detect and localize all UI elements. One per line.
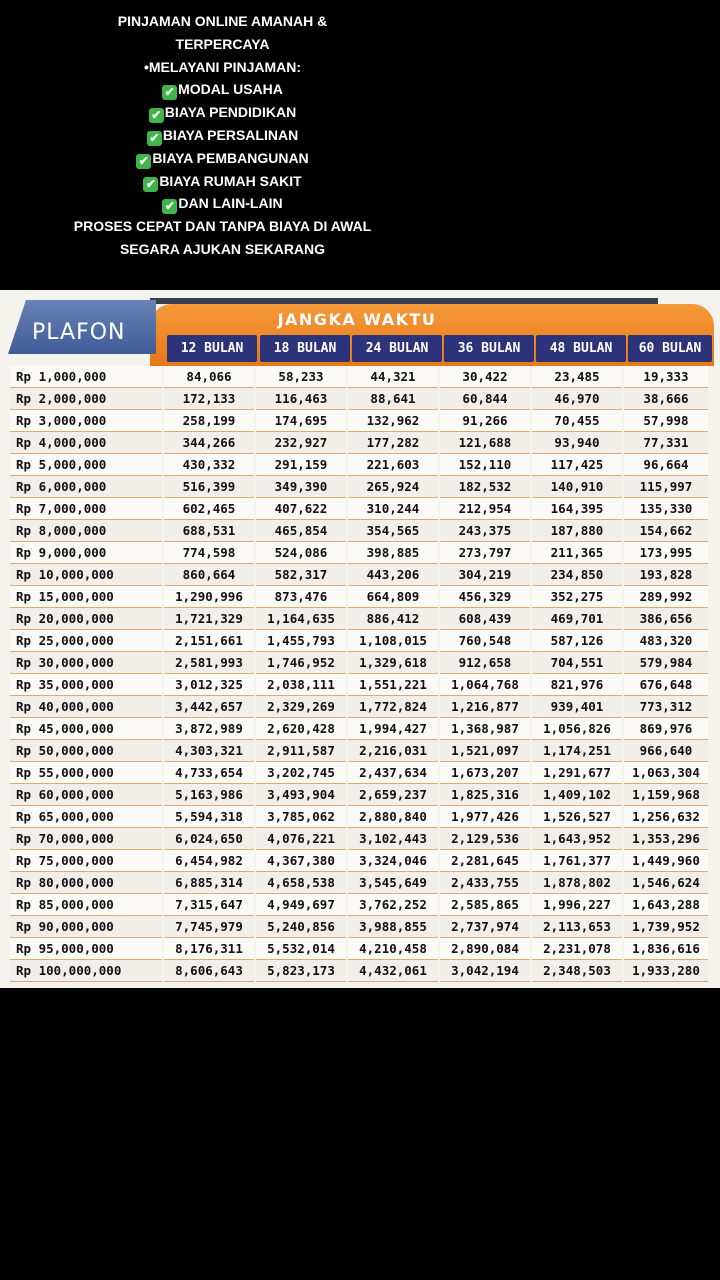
installment-cell: 344,266 bbox=[164, 432, 254, 454]
checkmark-icon: ✔ bbox=[147, 131, 162, 146]
loan-amount-cell: Rp 100,000,000 bbox=[10, 960, 162, 982]
table-row bbox=[10, 718, 708, 740]
term-header: 24 BULAN bbox=[352, 335, 442, 362]
installment-cell: 886,412 bbox=[348, 608, 438, 630]
installment-cell: 352,275 bbox=[532, 586, 622, 608]
installment-cell: 4,076,221 bbox=[256, 828, 346, 850]
installment-cell: 2,113,653 bbox=[532, 916, 622, 938]
installment-cell: 465,854 bbox=[256, 520, 346, 542]
table-row bbox=[10, 850, 708, 872]
installment-cell: 398,885 bbox=[348, 542, 438, 564]
installment-cell: 3,493,904 bbox=[256, 784, 346, 806]
installment-cell: 1,526,527 bbox=[532, 806, 622, 828]
loan-amount-cell: Rp 15,000,000 bbox=[10, 586, 162, 608]
checkmark-icon: ✔ bbox=[149, 108, 164, 123]
installment-cell: 5,163,986 bbox=[164, 784, 254, 806]
installment-cell: 1,449,960 bbox=[624, 850, 708, 872]
installment-cell: 1,977,426 bbox=[440, 806, 530, 828]
installment-cell: 304,219 bbox=[440, 564, 530, 586]
table-row bbox=[10, 432, 708, 454]
installment-cell: 608,439 bbox=[440, 608, 530, 630]
installment-cell: 1,994,427 bbox=[348, 718, 438, 740]
installment-cell: 602,465 bbox=[164, 498, 254, 520]
installment-cell: 2,281,645 bbox=[440, 850, 530, 872]
table-row bbox=[10, 740, 708, 762]
installment-cell: 6,024,650 bbox=[164, 828, 254, 850]
installment-cell: 174,695 bbox=[256, 410, 346, 432]
installment-cell: 58,233 bbox=[256, 366, 346, 388]
installment-cell: 3,762,252 bbox=[348, 894, 438, 916]
installment-cell: 140,910 bbox=[532, 476, 622, 498]
loan-amount-cell: Rp 1,000,000 bbox=[10, 366, 162, 388]
installment-cell: 1,256,632 bbox=[624, 806, 708, 828]
installment-cell: 258,199 bbox=[164, 410, 254, 432]
installment-cell: 1,174,251 bbox=[532, 740, 622, 762]
installment-cell: 1,164,635 bbox=[256, 608, 346, 630]
installment-cell: 173,995 bbox=[624, 542, 708, 564]
installment-cell: 115,997 bbox=[624, 476, 708, 498]
installment-cell: 1,836,616 bbox=[624, 938, 708, 960]
installment-cell: 121,688 bbox=[440, 432, 530, 454]
installment-cell: 1,825,316 bbox=[440, 784, 530, 806]
table-row bbox=[10, 498, 708, 520]
installment-cell: 2,581,993 bbox=[164, 652, 254, 674]
installment-cell: 774,598 bbox=[164, 542, 254, 564]
installment-cell: 1,878,802 bbox=[532, 872, 622, 894]
installment-cell: 211,365 bbox=[532, 542, 622, 564]
installment-cell: 430,332 bbox=[164, 454, 254, 476]
installment-cell: 3,012,325 bbox=[164, 674, 254, 696]
installment-cell: 407,622 bbox=[256, 498, 346, 520]
table-row bbox=[10, 410, 708, 432]
service-label: DAN LAIN-LAIN bbox=[178, 195, 283, 212]
installment-cell: 44,321 bbox=[348, 366, 438, 388]
installment-cell: 77,331 bbox=[624, 432, 708, 454]
installment-cell: 154,662 bbox=[624, 520, 708, 542]
installment-cell: 19,333 bbox=[624, 366, 708, 388]
loan-amount-cell: Rp 75,000,000 bbox=[10, 850, 162, 872]
installment-cell: 676,648 bbox=[624, 674, 708, 696]
service-item bbox=[0, 101, 445, 124]
table-row bbox=[10, 652, 708, 674]
term-header: 12 BULAN bbox=[167, 335, 257, 362]
installment-cell: 30,422 bbox=[440, 366, 530, 388]
table-row bbox=[10, 960, 708, 982]
service-label: BIAYA PERSALINAN bbox=[162, 126, 299, 143]
caption-title-line-2: TERPERCAYA bbox=[175, 35, 270, 52]
installment-cell: 212,954 bbox=[440, 498, 530, 520]
installment-cell: 3,872,989 bbox=[164, 718, 254, 740]
installment-cell: 1,409,102 bbox=[532, 784, 622, 806]
installment-cell: 664,809 bbox=[348, 586, 438, 608]
installment-cell: 516,399 bbox=[164, 476, 254, 498]
installment-cell: 966,640 bbox=[624, 740, 708, 762]
term-group-header: JANGKA WAKTU bbox=[277, 310, 437, 329]
loan-amount-cell: Rp 8,000,000 bbox=[10, 520, 162, 542]
installment-cell: 1,933,280 bbox=[624, 960, 708, 982]
installment-cell: 273,797 bbox=[440, 542, 530, 564]
service-item bbox=[0, 170, 445, 193]
installment-cell: 1,746,952 bbox=[256, 652, 346, 674]
installment-cell: 57,998 bbox=[624, 410, 708, 432]
installment-cell: 221,603 bbox=[348, 454, 438, 476]
loan-amount-cell: Rp 70,000,000 bbox=[10, 828, 162, 850]
installment-cell: 5,240,856 bbox=[256, 916, 346, 938]
table-row bbox=[10, 366, 708, 388]
service-item bbox=[0, 124, 445, 147]
installment-cell: 116,463 bbox=[256, 388, 346, 410]
loan-amount-cell: Rp 5,000,000 bbox=[10, 454, 162, 476]
table-row bbox=[10, 542, 708, 564]
installment-cell: 232,927 bbox=[256, 432, 346, 454]
installment-cell: 2,620,428 bbox=[256, 718, 346, 740]
loan-amount-cell: Rp 6,000,000 bbox=[10, 476, 162, 498]
table-row bbox=[10, 938, 708, 960]
installment-cell: 164,395 bbox=[532, 498, 622, 520]
table-row bbox=[10, 674, 708, 696]
installment-cell: 1,761,377 bbox=[532, 850, 622, 872]
installment-cell: 4,949,697 bbox=[256, 894, 346, 916]
installment-cell: 8,606,643 bbox=[164, 960, 254, 982]
term-header: 60 BULAN bbox=[628, 335, 712, 362]
service-label: BIAYA PENDIDIKAN bbox=[164, 104, 297, 121]
installment-cell: 704,551 bbox=[532, 652, 622, 674]
loan-amount-cell: Rp 90,000,000 bbox=[10, 916, 162, 938]
loan-amount-cell: Rp 85,000,000 bbox=[10, 894, 162, 916]
installment-cell: 1,643,952 bbox=[532, 828, 622, 850]
table-row bbox=[10, 828, 708, 850]
installment-cell: 1,108,015 bbox=[348, 630, 438, 652]
table-row bbox=[10, 806, 708, 828]
loan-amount-cell: Rp 10,000,000 bbox=[10, 564, 162, 586]
table-row bbox=[10, 894, 708, 916]
caption-footer-line-1: PROSES CEPAT DAN TANPA BIAYA DI AWAL bbox=[73, 218, 372, 235]
term-header: 18 BULAN bbox=[260, 335, 350, 362]
table-row bbox=[10, 872, 708, 894]
installment-cell: 7,745,979 bbox=[164, 916, 254, 938]
installment-cell: 3,202,745 bbox=[256, 762, 346, 784]
checkmark-icon: ✔ bbox=[162, 85, 177, 100]
installment-cell: 443,206 bbox=[348, 564, 438, 586]
installment-cell: 869,976 bbox=[624, 718, 708, 740]
installment-cell: 3,324,046 bbox=[348, 850, 438, 872]
table-row bbox=[10, 520, 708, 542]
installment-cell: 469,701 bbox=[532, 608, 622, 630]
service-label: BIAYA RUMAH SAKIT bbox=[159, 172, 302, 189]
checkmark-icon: ✔ bbox=[143, 177, 158, 192]
installment-cell: 1,159,968 bbox=[624, 784, 708, 806]
installment-cell: 310,244 bbox=[348, 498, 438, 520]
installment-cell: 483,320 bbox=[624, 630, 708, 652]
loan-amount-cell: Rp 20,000,000 bbox=[10, 608, 162, 630]
installment-cell: 291,159 bbox=[256, 454, 346, 476]
installment-table bbox=[8, 366, 710, 982]
service-item bbox=[0, 78, 445, 101]
installment-cell: 912,658 bbox=[440, 652, 530, 674]
table-row bbox=[10, 586, 708, 608]
installment-cell: 193,828 bbox=[624, 564, 708, 586]
installment-cell: 3,042,194 bbox=[440, 960, 530, 982]
installment-cell: 2,151,661 bbox=[164, 630, 254, 652]
loan-amount-cell: Rp 25,000,000 bbox=[10, 630, 162, 652]
installment-cell: 2,585,865 bbox=[440, 894, 530, 916]
installment-cell: 2,329,269 bbox=[256, 696, 346, 718]
installment-cell: 1,056,826 bbox=[532, 718, 622, 740]
installment-cell: 5,823,173 bbox=[256, 960, 346, 982]
installment-cell: 1,721,329 bbox=[164, 608, 254, 630]
installment-cell: 773,312 bbox=[624, 696, 708, 718]
installment-cell: 688,531 bbox=[164, 520, 254, 542]
installment-cell: 1,996,227 bbox=[532, 894, 622, 916]
installment-cell: 3,785,062 bbox=[256, 806, 346, 828]
installment-cell: 23,485 bbox=[532, 366, 622, 388]
installment-cell: 1,673,207 bbox=[440, 762, 530, 784]
installment-cell: 354,565 bbox=[348, 520, 438, 542]
installment-cell: 456,329 bbox=[440, 586, 530, 608]
installment-cell: 1,551,221 bbox=[348, 674, 438, 696]
installment-cell: 2,129,536 bbox=[440, 828, 530, 850]
loan-amount-cell: Rp 65,000,000 bbox=[10, 806, 162, 828]
installment-cell: 152,110 bbox=[440, 454, 530, 476]
installment-cell: 1,329,618 bbox=[348, 652, 438, 674]
installment-cell: 349,390 bbox=[256, 476, 346, 498]
installment-cell: 2,911,587 bbox=[256, 740, 346, 762]
installment-cell: 579,984 bbox=[624, 652, 708, 674]
caption-footer-line-2: SEGARA AJUKAN SEKARANG bbox=[119, 240, 326, 257]
installment-cell: 821,976 bbox=[532, 674, 622, 696]
installment-cell: 6,454,982 bbox=[164, 850, 254, 872]
loan-amount-cell: Rp 7,000,000 bbox=[10, 498, 162, 520]
services-list bbox=[0, 78, 445, 215]
loan-amount-cell: Rp 2,000,000 bbox=[10, 388, 162, 410]
installment-cell: 182,532 bbox=[440, 476, 530, 498]
table-row bbox=[10, 454, 708, 476]
installment-cell: 172,133 bbox=[164, 388, 254, 410]
plafon-header: PLAFON bbox=[32, 320, 126, 345]
installment-cell: 132,962 bbox=[348, 410, 438, 432]
loan-amount-cell: Rp 50,000,000 bbox=[10, 740, 162, 762]
installment-cell: 760,548 bbox=[440, 630, 530, 652]
installment-cell: 587,126 bbox=[532, 630, 622, 652]
installment-cell: 1,291,677 bbox=[532, 762, 622, 784]
installment-cell: 8,176,311 bbox=[164, 938, 254, 960]
table-row bbox=[10, 630, 708, 652]
loan-amount-cell: Rp 40,000,000 bbox=[10, 696, 162, 718]
installment-cell: 5,594,318 bbox=[164, 806, 254, 828]
installment-cell: 84,066 bbox=[164, 366, 254, 388]
installment-cell: 3,988,855 bbox=[348, 916, 438, 938]
installment-cell: 2,437,634 bbox=[348, 762, 438, 784]
installment-cell: 386,656 bbox=[624, 608, 708, 630]
service-item bbox=[0, 192, 445, 215]
installment-cell: 2,348,503 bbox=[532, 960, 622, 982]
installment-cell: 234,850 bbox=[532, 564, 622, 586]
installment-cell: 2,038,111 bbox=[256, 674, 346, 696]
installment-cell: 2,433,755 bbox=[440, 872, 530, 894]
installment-cell: 4,367,380 bbox=[256, 850, 346, 872]
installment-cell: 3,545,649 bbox=[348, 872, 438, 894]
installment-cell: 91,266 bbox=[440, 410, 530, 432]
table-row bbox=[10, 916, 708, 938]
service-item bbox=[0, 147, 445, 170]
installment-cell: 2,737,974 bbox=[440, 916, 530, 938]
service-label: BIAYA PEMBANGUNAN bbox=[152, 149, 309, 166]
installment-cell: 860,664 bbox=[164, 564, 254, 586]
installment-cell: 3,442,657 bbox=[164, 696, 254, 718]
checkmark-icon: ✔ bbox=[136, 154, 151, 169]
loan-amount-cell: Rp 3,000,000 bbox=[10, 410, 162, 432]
loan-amount-cell: Rp 4,000,000 bbox=[10, 432, 162, 454]
installment-cell: 177,282 bbox=[348, 432, 438, 454]
table-row bbox=[10, 696, 708, 718]
loan-amount-cell: Rp 80,000,000 bbox=[10, 872, 162, 894]
checkmark-icon: ✔ bbox=[162, 199, 177, 214]
installment-cell: 4,210,458 bbox=[348, 938, 438, 960]
installment-cell: 289,992 bbox=[624, 586, 708, 608]
installment-cell: 70,455 bbox=[532, 410, 622, 432]
installment-cell: 38,666 bbox=[624, 388, 708, 410]
installment-cell: 93,940 bbox=[532, 432, 622, 454]
installment-cell: 60,844 bbox=[440, 388, 530, 410]
table-row bbox=[10, 476, 708, 498]
table-row bbox=[10, 762, 708, 784]
installment-cell: 2,216,031 bbox=[348, 740, 438, 762]
installment-cell: 582,317 bbox=[256, 564, 346, 586]
installment-cell: 96,664 bbox=[624, 454, 708, 476]
service-label: MODAL USAHA bbox=[178, 81, 283, 98]
loan-amount-cell: Rp 30,000,000 bbox=[10, 652, 162, 674]
table-row bbox=[10, 388, 708, 410]
installment-cell: 135,330 bbox=[624, 498, 708, 520]
services-heading: •MELAYANI PINJAMAN: bbox=[143, 58, 302, 75]
installment-cell: 46,970 bbox=[532, 388, 622, 410]
installment-cell: 187,880 bbox=[532, 520, 622, 542]
installment-cell: 7,315,647 bbox=[164, 894, 254, 916]
term-header: 36 BULAN bbox=[444, 335, 534, 362]
installment-cell: 117,425 bbox=[532, 454, 622, 476]
installment-cell: 4,733,654 bbox=[164, 762, 254, 784]
loan-amount-cell: Rp 60,000,000 bbox=[10, 784, 162, 806]
table-row bbox=[10, 784, 708, 806]
installment-cell: 1,063,304 bbox=[624, 762, 708, 784]
installment-cell: 873,476 bbox=[256, 586, 346, 608]
installment-cell: 1,368,987 bbox=[440, 718, 530, 740]
installment-cell: 1,643,288 bbox=[624, 894, 708, 916]
installment-cell: 524,086 bbox=[256, 542, 346, 564]
installment-cell: 2,880,840 bbox=[348, 806, 438, 828]
installment-cell: 1,064,768 bbox=[440, 674, 530, 696]
installment-cell: 4,432,061 bbox=[348, 960, 438, 982]
loan-table-image bbox=[0, 290, 720, 988]
installment-cell: 1,739,952 bbox=[624, 916, 708, 938]
loan-amount-cell: Rp 9,000,000 bbox=[10, 542, 162, 564]
installment-cell: 1,455,793 bbox=[256, 630, 346, 652]
term-header: 48 BULAN bbox=[536, 335, 626, 362]
installment-cell: 1,772,824 bbox=[348, 696, 438, 718]
installment-cell: 3,102,443 bbox=[348, 828, 438, 850]
installment-cell: 5,532,014 bbox=[256, 938, 346, 960]
installment-cell: 1,216,877 bbox=[440, 696, 530, 718]
installment-cell: 88,641 bbox=[348, 388, 438, 410]
installment-cell: 1,521,097 bbox=[440, 740, 530, 762]
loan-amount-cell: Rp 45,000,000 bbox=[10, 718, 162, 740]
caption-title-line-1: PINJAMAN ONLINE AMANAH & bbox=[117, 13, 328, 29]
installment-cell: 2,231,078 bbox=[532, 938, 622, 960]
installment-cell: 4,303,321 bbox=[164, 740, 254, 762]
loan-amount-cell: Rp 55,000,000 bbox=[10, 762, 162, 784]
post-caption bbox=[0, 10, 445, 261]
installment-cell: 6,885,314 bbox=[164, 872, 254, 894]
installment-cell: 939,401 bbox=[532, 696, 622, 718]
loan-amount-cell: Rp 95,000,000 bbox=[10, 938, 162, 960]
installment-cell: 2,659,237 bbox=[348, 784, 438, 806]
table-row bbox=[10, 564, 708, 586]
installment-cell: 265,924 bbox=[348, 476, 438, 498]
installment-cell: 1,546,624 bbox=[624, 872, 708, 894]
installment-cell: 4,658,538 bbox=[256, 872, 346, 894]
loan-amount-cell: Rp 35,000,000 bbox=[10, 674, 162, 696]
installment-cell: 2,890,084 bbox=[440, 938, 530, 960]
installment-table-body bbox=[10, 366, 708, 982]
table-row bbox=[10, 608, 708, 630]
installment-cell: 1,290,996 bbox=[164, 586, 254, 608]
installment-cell: 243,375 bbox=[440, 520, 530, 542]
installment-cell: 1,353,296 bbox=[624, 828, 708, 850]
